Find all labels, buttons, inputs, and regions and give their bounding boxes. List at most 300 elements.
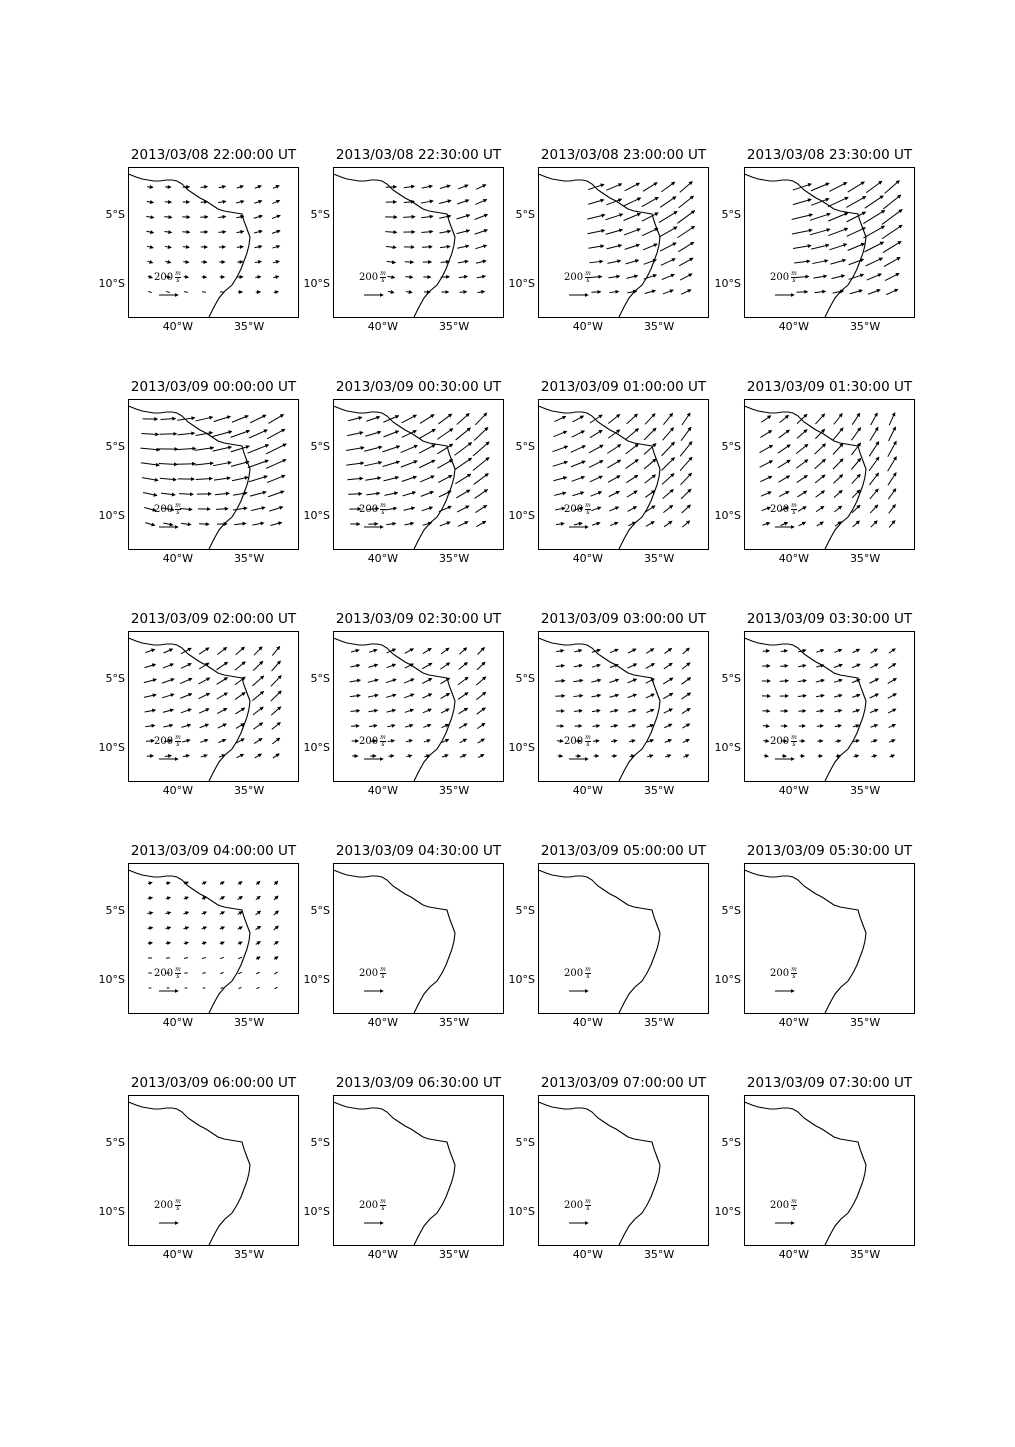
key-value: 200 <box>564 504 584 515</box>
key-unit: $\frac{m}{s}$ <box>175 270 181 284</box>
wind-vector <box>871 413 878 425</box>
wind-vector <box>852 474 861 483</box>
wind-vector <box>384 477 399 481</box>
wind-vector <box>681 489 691 499</box>
wind-vector <box>590 430 602 437</box>
key-unit: $\frac{m}{s}$ <box>175 966 181 980</box>
wind-vector <box>253 723 262 729</box>
wind-vector <box>888 473 896 485</box>
wind-vector <box>760 430 771 437</box>
wind-vector <box>816 695 824 697</box>
wind-vector <box>183 247 189 248</box>
wind-vector <box>369 725 377 726</box>
wind-vector <box>405 277 412 278</box>
wind-vector <box>142 434 159 435</box>
wind-vector <box>273 276 278 277</box>
wind-vector <box>146 216 153 217</box>
map-panel <box>303 379 504 565</box>
key-value: 200 <box>564 736 584 747</box>
map-plot <box>128 631 299 782</box>
wind-vector <box>232 477 248 481</box>
wind-vector <box>217 647 226 654</box>
wind-vector <box>853 756 858 757</box>
wind-vector <box>780 666 788 667</box>
map-plot <box>538 631 709 782</box>
key-unit: $\frac{m}{s}$ <box>175 1198 181 1212</box>
key-label <box>564 503 591 516</box>
y-tick-label: 5°S <box>310 672 330 686</box>
key-label <box>359 735 386 748</box>
wind-vector <box>405 725 413 727</box>
wind-vector <box>810 214 830 221</box>
wind-vector <box>220 927 225 929</box>
y-tick-label: 5°S <box>310 440 330 454</box>
wind-vector <box>459 724 467 729</box>
coastline <box>538 870 660 1013</box>
wind-vector <box>871 725 878 728</box>
y-tick-label: 5°S <box>105 672 125 686</box>
wind-vector <box>834 506 841 512</box>
wind-vector <box>610 695 619 698</box>
wind-vector <box>404 186 415 187</box>
coastline <box>128 870 250 1013</box>
wind-vector <box>202 942 206 943</box>
wind-vector <box>624 213 641 220</box>
wind-vector <box>184 292 188 293</box>
wind-vector <box>217 693 228 699</box>
wind-vector <box>778 460 790 468</box>
wind-vector <box>851 428 860 441</box>
key-unit: $\frac{m}{s}$ <box>380 1198 386 1212</box>
wind-vector <box>406 755 411 756</box>
wind-vector <box>553 477 566 481</box>
wind-vector <box>643 244 657 250</box>
wind-vector <box>662 274 674 279</box>
wind-vector <box>218 739 225 742</box>
wind-vector <box>608 276 619 278</box>
wind-vector <box>165 927 170 928</box>
wind-vector <box>681 678 690 685</box>
wind-vector <box>457 246 468 248</box>
map-panel <box>303 611 504 797</box>
wind-vector <box>852 413 859 424</box>
wind-vector <box>869 457 879 471</box>
wind-vector <box>403 217 415 218</box>
wind-vector <box>166 291 170 292</box>
wind-vector <box>182 740 190 742</box>
wind-vector <box>679 196 694 208</box>
wind-vector <box>460 755 466 758</box>
wind-vector <box>663 505 672 512</box>
wind-vector <box>629 725 636 727</box>
wind-vector <box>478 754 484 757</box>
wind-vector <box>681 290 691 295</box>
x-tick-label: 40°W <box>367 1248 399 1261</box>
y-tick-label: 5°S <box>105 440 125 454</box>
wind-vector <box>889 505 896 514</box>
y-tick-label: 5°S <box>515 904 535 918</box>
wind-vector <box>644 459 656 469</box>
wind-vector <box>145 649 154 652</box>
wind-vector <box>217 662 228 670</box>
wind-vector <box>869 442 879 457</box>
panel-title: 2013/03/09 04:00:00 UT <box>130 843 297 859</box>
wind-vector <box>663 678 673 684</box>
wind-vector <box>419 460 435 468</box>
wind-vector <box>459 276 468 277</box>
wind-vector <box>457 200 469 204</box>
wind-vector <box>849 275 864 280</box>
wind-vector <box>662 474 674 485</box>
wind-vector <box>401 461 417 467</box>
key-value: 200 <box>154 968 174 979</box>
wind-vector <box>829 183 846 192</box>
wind-vector <box>163 725 172 727</box>
wind-vector <box>591 680 600 682</box>
wind-vector <box>832 275 845 278</box>
wind-vector <box>166 943 170 944</box>
wind-vector <box>864 226 885 238</box>
wind-vector <box>646 709 654 712</box>
wind-vector <box>573 695 582 696</box>
wind-vector <box>889 427 896 441</box>
wind-vector <box>627 664 636 668</box>
wind-vector <box>848 243 865 250</box>
map-plot <box>744 631 915 782</box>
wind-vector <box>644 428 656 440</box>
wind-vector <box>474 474 489 485</box>
wind-vector <box>871 649 878 653</box>
wind-vector <box>798 711 805 712</box>
wind-vector <box>163 523 173 525</box>
x-tick-label: 35°W <box>643 1248 675 1261</box>
wind-vector <box>682 724 689 728</box>
wind-vector <box>220 972 223 973</box>
wind-vector <box>422 507 433 511</box>
wind-vector <box>682 693 691 699</box>
wind-vector <box>863 210 884 223</box>
y-tick-label: 10°S <box>508 276 535 290</box>
wind-vector <box>162 694 174 698</box>
panel-title: 2013/03/09 01:30:00 UT <box>746 379 913 395</box>
wind-vector <box>868 290 880 295</box>
wind-vector <box>610 649 618 652</box>
wind-vector <box>180 694 191 699</box>
wind-vector <box>423 523 432 526</box>
key-value: 200 <box>154 1200 174 1211</box>
wind-vector <box>810 229 830 235</box>
panel-title: 2013/03/09 07:00:00 UT <box>540 1075 707 1091</box>
wind-vector <box>870 694 879 698</box>
wind-vector <box>573 680 582 682</box>
wind-vector <box>202 957 206 958</box>
wind-vector <box>140 448 159 450</box>
wind-vector <box>477 723 485 728</box>
plot-frame <box>129 400 299 550</box>
wind-vector <box>867 274 881 280</box>
key-unit: $\frac{m}{s}$ <box>175 734 181 748</box>
wind-vector <box>815 444 826 454</box>
wind-vector <box>163 649 172 653</box>
wind-vector <box>812 260 827 263</box>
key-label <box>564 967 591 980</box>
wind-vector <box>184 277 189 278</box>
coastline <box>333 870 455 1013</box>
wind-vector <box>383 462 400 467</box>
key-label <box>564 1199 591 1212</box>
wind-vector <box>438 475 452 482</box>
wind-vector <box>627 291 636 293</box>
wind-vector <box>610 522 618 525</box>
wind-vector <box>848 182 865 192</box>
wind-vector <box>834 650 841 653</box>
wind-vector <box>195 463 213 465</box>
y-tick-label: 5°S <box>310 904 330 918</box>
wind-vector <box>274 926 279 930</box>
wind-vector <box>607 460 620 468</box>
wind-vector <box>350 695 360 696</box>
wind-vector <box>180 508 192 509</box>
wind-vector <box>421 231 432 232</box>
wind-vector <box>368 665 377 668</box>
wind-vector <box>145 664 156 667</box>
wind-vector <box>885 273 899 280</box>
y-tick-label: 10°S <box>98 276 125 290</box>
wind-vector <box>591 695 600 697</box>
wind-vector <box>851 459 860 470</box>
wind-vector <box>184 973 187 974</box>
wind-vector <box>271 691 281 701</box>
wind-vector <box>220 882 224 885</box>
wind-vector <box>200 724 209 727</box>
wind-vector <box>609 679 618 682</box>
y-tick-label: 10°S <box>303 740 330 754</box>
x-tick-label: 40°W <box>162 1248 194 1261</box>
key-label <box>770 1199 797 1212</box>
y-tick-label: 5°S <box>721 440 741 454</box>
wind-vector <box>478 291 485 292</box>
wind-vector <box>235 662 245 670</box>
wind-vector <box>238 942 242 944</box>
wind-vector <box>419 445 435 453</box>
wind-vector <box>779 491 789 496</box>
wind-vector <box>473 442 489 456</box>
wind-vector <box>440 663 449 669</box>
wind-vector <box>625 183 640 191</box>
wind-vector <box>681 473 692 485</box>
wind-vector <box>387 725 395 727</box>
wind-vector <box>556 523 564 524</box>
wind-vector <box>179 494 193 495</box>
wind-vector <box>272 722 281 729</box>
key-value: 200 <box>770 272 790 283</box>
map-plot <box>538 167 709 318</box>
wind-vector <box>792 230 812 234</box>
wind-vector <box>458 522 468 527</box>
wind-vector <box>423 648 431 653</box>
wind-vector <box>369 650 377 653</box>
key-label <box>359 503 386 516</box>
y-tick-label: 10°S <box>98 1204 125 1218</box>
wind-vector <box>798 680 806 681</box>
wind-vector <box>866 181 882 192</box>
wind-vector <box>147 913 152 914</box>
wind-vector <box>846 197 865 208</box>
panel-title: 2013/03/09 03:30:00 UT <box>746 611 913 627</box>
wind-vector <box>834 695 842 697</box>
wind-vector <box>459 663 468 670</box>
x-tick-label: 35°W <box>643 552 675 565</box>
plot-frame <box>334 168 504 318</box>
wind-vector <box>234 523 246 524</box>
wind-vector <box>274 911 279 915</box>
wind-vector <box>255 186 261 188</box>
wind-vector <box>238 957 242 959</box>
wind-vector <box>683 755 688 757</box>
key-label <box>564 271 591 284</box>
key-label <box>770 735 797 748</box>
wind-vector <box>592 523 600 525</box>
wind-vector <box>647 755 653 757</box>
wind-vector <box>420 415 434 424</box>
panel-title: 2013/03/09 00:00:00 UT <box>130 379 297 395</box>
wind-vector <box>256 957 260 959</box>
wind-vector <box>145 523 154 526</box>
plot-frame <box>745 864 915 1014</box>
wind-vector <box>459 648 466 654</box>
wind-vector <box>762 711 769 712</box>
wind-vector <box>646 649 653 654</box>
wind-vector <box>871 740 877 742</box>
key-label <box>154 503 181 516</box>
wind-vector <box>404 694 414 698</box>
wind-vector <box>422 186 432 188</box>
wind-vector <box>870 664 878 668</box>
wind-vector <box>816 506 824 511</box>
wind-vector <box>274 957 278 960</box>
wind-vector <box>627 276 638 279</box>
wind-vector <box>883 241 901 252</box>
map-plot <box>333 399 504 550</box>
wind-vector <box>162 679 174 683</box>
wind-vector <box>591 492 602 496</box>
panel-title: 2013/03/09 05:00:00 UT <box>540 843 707 859</box>
panel-title: 2013/03/09 02:00:00 UT <box>130 611 297 627</box>
wind-vector <box>816 710 823 711</box>
wind-vector <box>388 291 394 292</box>
wind-vector <box>835 725 841 726</box>
wind-vector <box>457 506 469 512</box>
wind-vector <box>203 988 206 989</box>
wind-vector <box>661 259 675 266</box>
map-panel <box>508 843 709 1029</box>
wind-vector <box>833 443 843 454</box>
key-unit: $\frac{m}{s}$ <box>791 270 797 284</box>
wind-vector <box>833 475 842 484</box>
wind-vector <box>275 987 278 989</box>
wind-vector <box>257 987 260 988</box>
wind-vector <box>274 881 277 884</box>
wind-vector <box>663 290 673 294</box>
key-value: 200 <box>154 272 174 283</box>
key-label <box>154 271 181 284</box>
panel-title: 2013/03/08 23:00:00 UT <box>540 147 707 163</box>
wind-vector <box>184 927 189 928</box>
wind-vector <box>811 245 829 249</box>
wind-vector <box>626 260 639 264</box>
map-plot <box>128 167 299 318</box>
wind-vector <box>201 187 208 188</box>
wind-vector <box>682 663 690 669</box>
wind-vector <box>662 458 675 471</box>
wind-vector <box>763 741 768 742</box>
wind-vector <box>148 898 153 899</box>
wind-vector <box>815 475 825 483</box>
x-tick-label: 40°W <box>367 784 399 797</box>
wind-vector <box>643 183 657 192</box>
wind-vector <box>199 648 209 654</box>
wind-vector <box>382 446 399 452</box>
wind-vector <box>248 460 268 467</box>
x-tick-label: 35°W <box>438 1016 470 1029</box>
wind-vector <box>628 694 637 697</box>
wind-vector <box>251 507 265 510</box>
wind-vector <box>147 187 153 188</box>
wind-vector <box>680 274 692 280</box>
wind-vector <box>628 710 636 713</box>
key-value: 200 <box>154 504 174 515</box>
wind-vector <box>628 649 636 653</box>
wind-vector <box>571 446 586 453</box>
wind-vector <box>811 183 829 191</box>
y-tick-label: 5°S <box>310 208 330 222</box>
wind-vector <box>608 415 620 424</box>
wind-vector <box>199 524 209 525</box>
wind-vector <box>386 695 396 698</box>
wind-vector <box>238 987 241 988</box>
panel-title: 2013/03/09 06:00:00 UT <box>130 1075 297 1091</box>
key-label <box>154 967 181 980</box>
wind-vector <box>627 414 638 424</box>
wind-vector <box>423 725 430 728</box>
wind-vector <box>828 228 847 235</box>
wind-vector <box>642 197 658 206</box>
wind-vector <box>642 228 658 235</box>
wind-vector <box>274 941 278 944</box>
wind-vector <box>455 458 472 470</box>
wind-vector <box>147 928 152 929</box>
wind-vector <box>441 648 449 654</box>
wind-vector <box>233 508 247 510</box>
wind-vector <box>144 695 156 698</box>
wind-vector <box>888 678 897 683</box>
wind-vector <box>404 508 415 511</box>
wind-vector <box>437 429 453 440</box>
x-tick-label: 40°W <box>572 320 604 333</box>
wind-vector <box>200 740 208 743</box>
wind-vector <box>853 649 860 652</box>
wind-vector <box>252 691 263 700</box>
wind-vector <box>592 665 600 667</box>
wind-vector <box>798 665 805 666</box>
key-value: 200 <box>154 736 174 747</box>
wind-vector <box>889 413 895 425</box>
wind-vector <box>592 710 600 711</box>
map-panel <box>714 1075 915 1261</box>
wind-vector <box>386 523 395 524</box>
wind-vector <box>763 726 769 727</box>
wind-vector <box>460 739 467 743</box>
